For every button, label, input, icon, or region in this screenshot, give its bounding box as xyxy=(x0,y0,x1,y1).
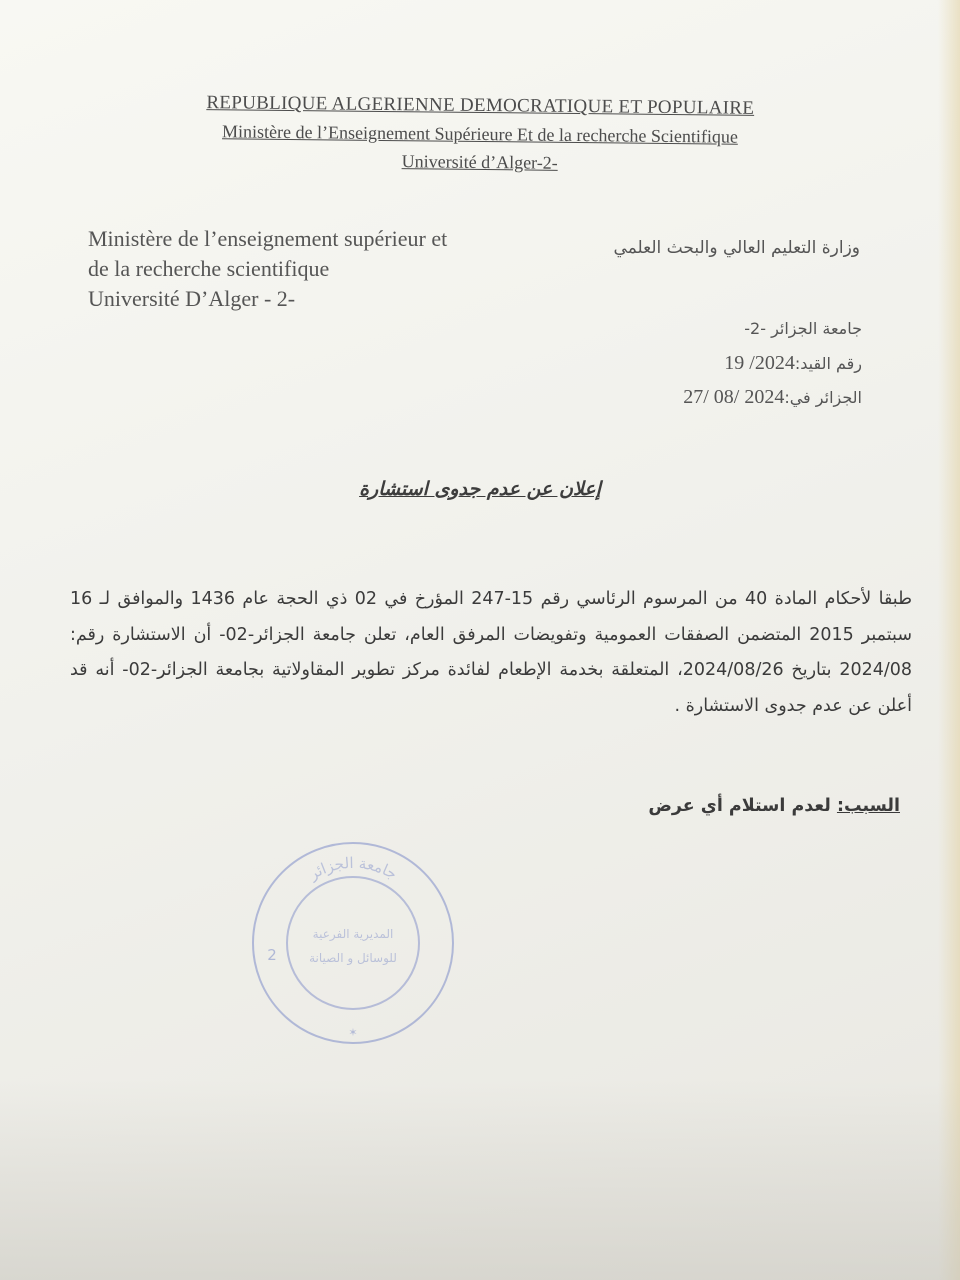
header-arabic-meta xyxy=(522,312,862,414)
reference-line xyxy=(522,346,862,380)
stamp-outer-ring xyxy=(253,843,453,1043)
page-shadow xyxy=(0,1080,960,1280)
letterhead-university: Université d’Alger-2- xyxy=(401,151,558,173)
official-stamp xyxy=(248,838,458,1048)
date-line xyxy=(522,380,862,414)
header-french xyxy=(88,224,558,314)
header-ar-ministry: وزارة التعليم العالي والبحث العلمي xyxy=(613,238,860,258)
header-fr-ministry-2: de la recherche scientifique xyxy=(88,256,330,281)
date-label: الجزائر في: xyxy=(784,388,862,407)
stamp-number: 2 xyxy=(267,946,277,964)
letterhead xyxy=(100,88,861,180)
stamp-inner-text-1: المديرية الفرعية xyxy=(312,927,394,941)
reason-line xyxy=(648,796,900,816)
reason-label: السبب: xyxy=(836,796,900,816)
announcement-body: طبقا لأحكام المادة 40 من المرسوم الرئاسي رقم 15-247 المؤرخ في 02 ذي الحجة عام 1436 والموافق لـ 16 سبتمبر 2015 المتضمن الصفقات العمومية وتفويضات المرفق العام، تعلن جامعة الجزائر-02- أن الاستشارة رقم: 2024/08 بتاريخ 2024/08/26، المتعلقة بخدمة الإطعام لفائدة مركز تطوير المقاولاتية بجامعة الجزائر-02- أنه قد أعلن عن عدم جدوى الاستشارة . xyxy=(70,589,913,716)
header-ar-university: جامعة الجزائر -2- xyxy=(744,319,862,338)
date-value: 27/ 08/ 2024 xyxy=(683,386,785,408)
announcement-title: إعلان عن عدم جدوى استشارة xyxy=(359,478,601,500)
reference-value: 19 /2024 xyxy=(724,352,795,374)
stamp-star-icon: ✶ xyxy=(348,1026,358,1039)
stamp-inner-ring xyxy=(287,877,419,1009)
stamp-inner-text-2: للوسائل و الصيانة xyxy=(309,951,397,965)
header-fr-ministry-1: Ministère de l’enseignement supérieur et xyxy=(88,226,448,251)
letterhead-republic: REPUBLIQUE ALGERIENNE DEMOCRATIQUE ET POPULAIRE xyxy=(206,92,755,119)
stamp-ring-text: جامعة الجزائر xyxy=(305,853,401,884)
header-fr-university: Université D’Alger - 2- xyxy=(88,286,296,311)
letterhead-ministry: Ministère de l’Enseignement Supérieure Et de la recherche Scientifique xyxy=(222,121,738,147)
reference-label: رقم القيد: xyxy=(794,354,862,373)
reason-text: لعدم استلام أي عرض xyxy=(648,796,831,816)
